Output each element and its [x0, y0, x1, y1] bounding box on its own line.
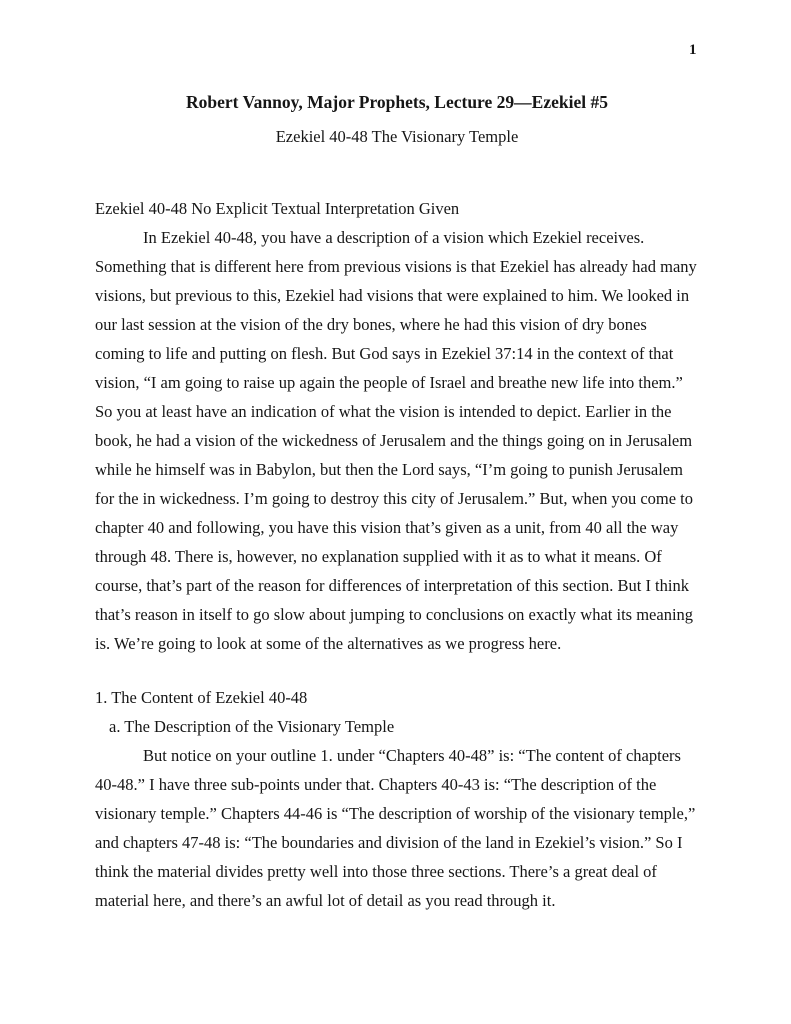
paragraph: But notice on your outline 1. under “Chapters 40-48” is: “The content of chapters 40-48.” I have three sub-points under that. Chapters 40-43 is: “The description of the visionary temple.” Chapters 44-46 is “The description of worship of the visionary temple,” and chapters 47-48 is: “The boundaries and division of the land in Ezekiel’s vision.” So I think the material divides pretty well into those three sections. There’s a great deal of material here, and there’s an awful lot of detail as you read through it. — [95, 746, 696, 910]
paragraph: In Ezekiel 40-48, you have a description of a vision which Ezekiel receives. Something that is different here from previous visions is that Ezekiel has already had many visions, but previous to this, Ezekiel had visions that were explained to him. We looked in our last session at the vision of the dry bones, where he had this vision of dry bones coming to life and putting on flesh. But God says in Ezekiel 37:14 in the context of that vision, “I am going to raise up again the people of Israel and breathe new life into them.” So you at least have an indication of what the vision is intended to depict. Earlier in the book, he had a vision of the wickedness of Jerusalem and the things going on in Jerusalem while he himself was in Babylon, but then the Lord says, “I’m going to punish Jerusalem for the in wickedness. I’m going to destroy this city of Jerusalem.” But, when you come to chapter 40 and following, you have this vision that’s given as a unit, from 40 all the way through 48. There is, however, no explanation supplied with it as to what it means. Of course, that’s part of the reason for differences of interpretation of this section. But I think that’s reason in itself to go slow about jumping to conclusions on exactly what its meaning is. We’re going to look at some of the alternatives as we progress here. — [95, 228, 697, 653]
outline-item-1: 1. The Content of Ezekiel 40-48 — [95, 688, 308, 707]
page-subtitle: Ezekiel 40-48 The Visionary Temple — [275, 127, 519, 146]
section-heading: Ezekiel 40-48 No Explicit Textual Interpretation Given — [95, 199, 460, 218]
outline-item-1a: a. The Description of the Visionary Temple — [109, 717, 395, 736]
page-number: 1 — [689, 42, 697, 58]
page-title: Robert Vannoy, Major Prophets, Lecture 29—Ezekiel #5 — [186, 92, 608, 112]
